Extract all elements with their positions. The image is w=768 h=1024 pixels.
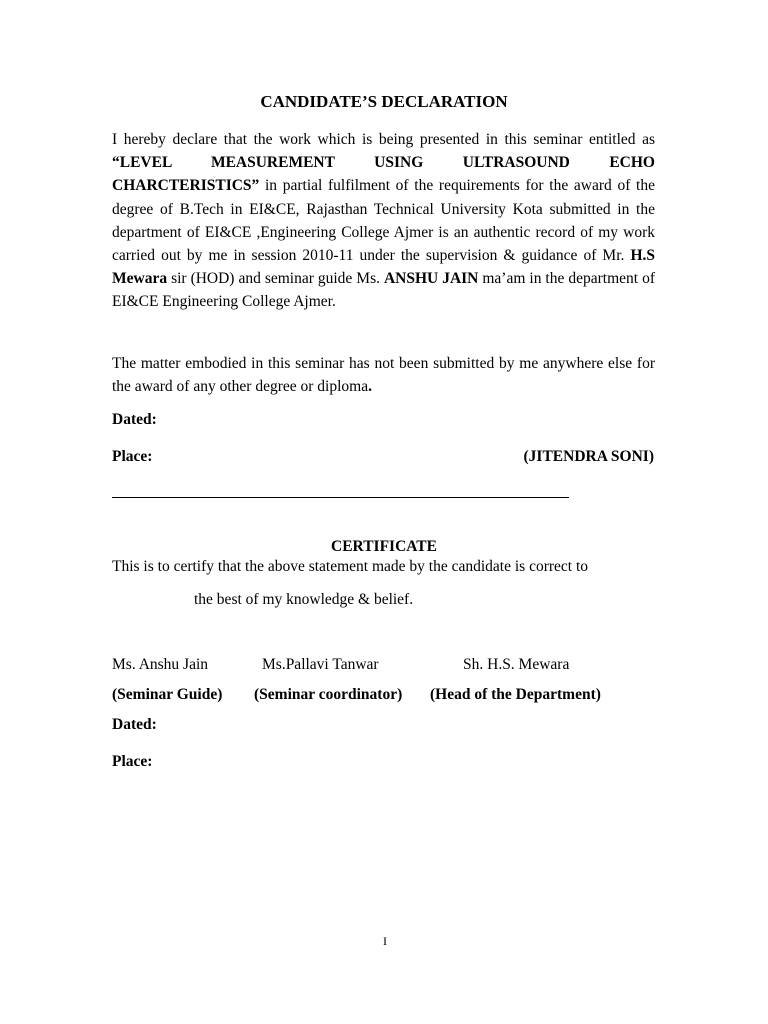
guide-name: ANSHU JAIN [383, 270, 479, 288]
signatory-role-coordinator: (Seminar coordinator) [254, 686, 403, 703]
declaration-text-c: sir (HOD) and seminar guide Ms. [167, 270, 384, 288]
certificate-dated-label: Dated: [112, 716, 157, 733]
originality-text: The matter embodied in this seminar has not been submitted by me anywhere else for the award of any other degree or diploma [112, 355, 655, 396]
candidate-name: (JITENDRA SONI) [523, 448, 654, 465]
certificate-line-1: This is to certify that the above statement made by the candidate is correct to [112, 558, 589, 575]
signatory-role-hod: (Head of the Department) [430, 686, 601, 703]
originality-paragraph [112, 352, 655, 398]
project-title: “LEVEL MEASUREMENT USING ULTRASOUND ECHO CHARCTERISTICS” [112, 154, 655, 195]
certificate-title: CERTIFICATE [331, 538, 437, 555]
page-number: I [383, 934, 387, 948]
signatory-name-hod: Sh. H.S. Mewara [463, 656, 570, 673]
declaration-paragraph [112, 128, 655, 314]
declaration-text-d: ma’am in the department of EI&CE Engineering College Ajmer. [112, 270, 655, 311]
declaration-dated-label: Dated: [112, 411, 157, 428]
signatory-role-guide: (Seminar Guide) [112, 686, 223, 703]
signatory-name-guide: Ms. Anshu Jain [112, 656, 209, 673]
hod-name: H.S Mewara [112, 247, 655, 288]
declaration-text-b: in partial fulfilment of the requirements for the award of the degree of B.Tech in EI&CE, Rajasthan Technical University Kota submitted in the department of EI&CE ,Engineering College Ajmer is an authentic record of my work carried out by me in session 2010-11 under the supervision & guidance of Mr. [112, 177, 655, 265]
declaration-text-a: I hereby declare that the work which is being presented in this seminar entitled as [112, 131, 655, 148]
declaration-title: CANDIDATE’S DECLARATION [260, 92, 508, 111]
section-divider [112, 497, 569, 498]
declaration-place-label: Place: [112, 448, 153, 465]
certificate-line-2: the best of my knowledge & belief. [194, 591, 414, 608]
certificate-place-label: Place: [112, 753, 153, 770]
signatory-name-coordinator: Ms.Pallavi Tanwar [262, 656, 379, 673]
originality-period: . [368, 378, 372, 396]
